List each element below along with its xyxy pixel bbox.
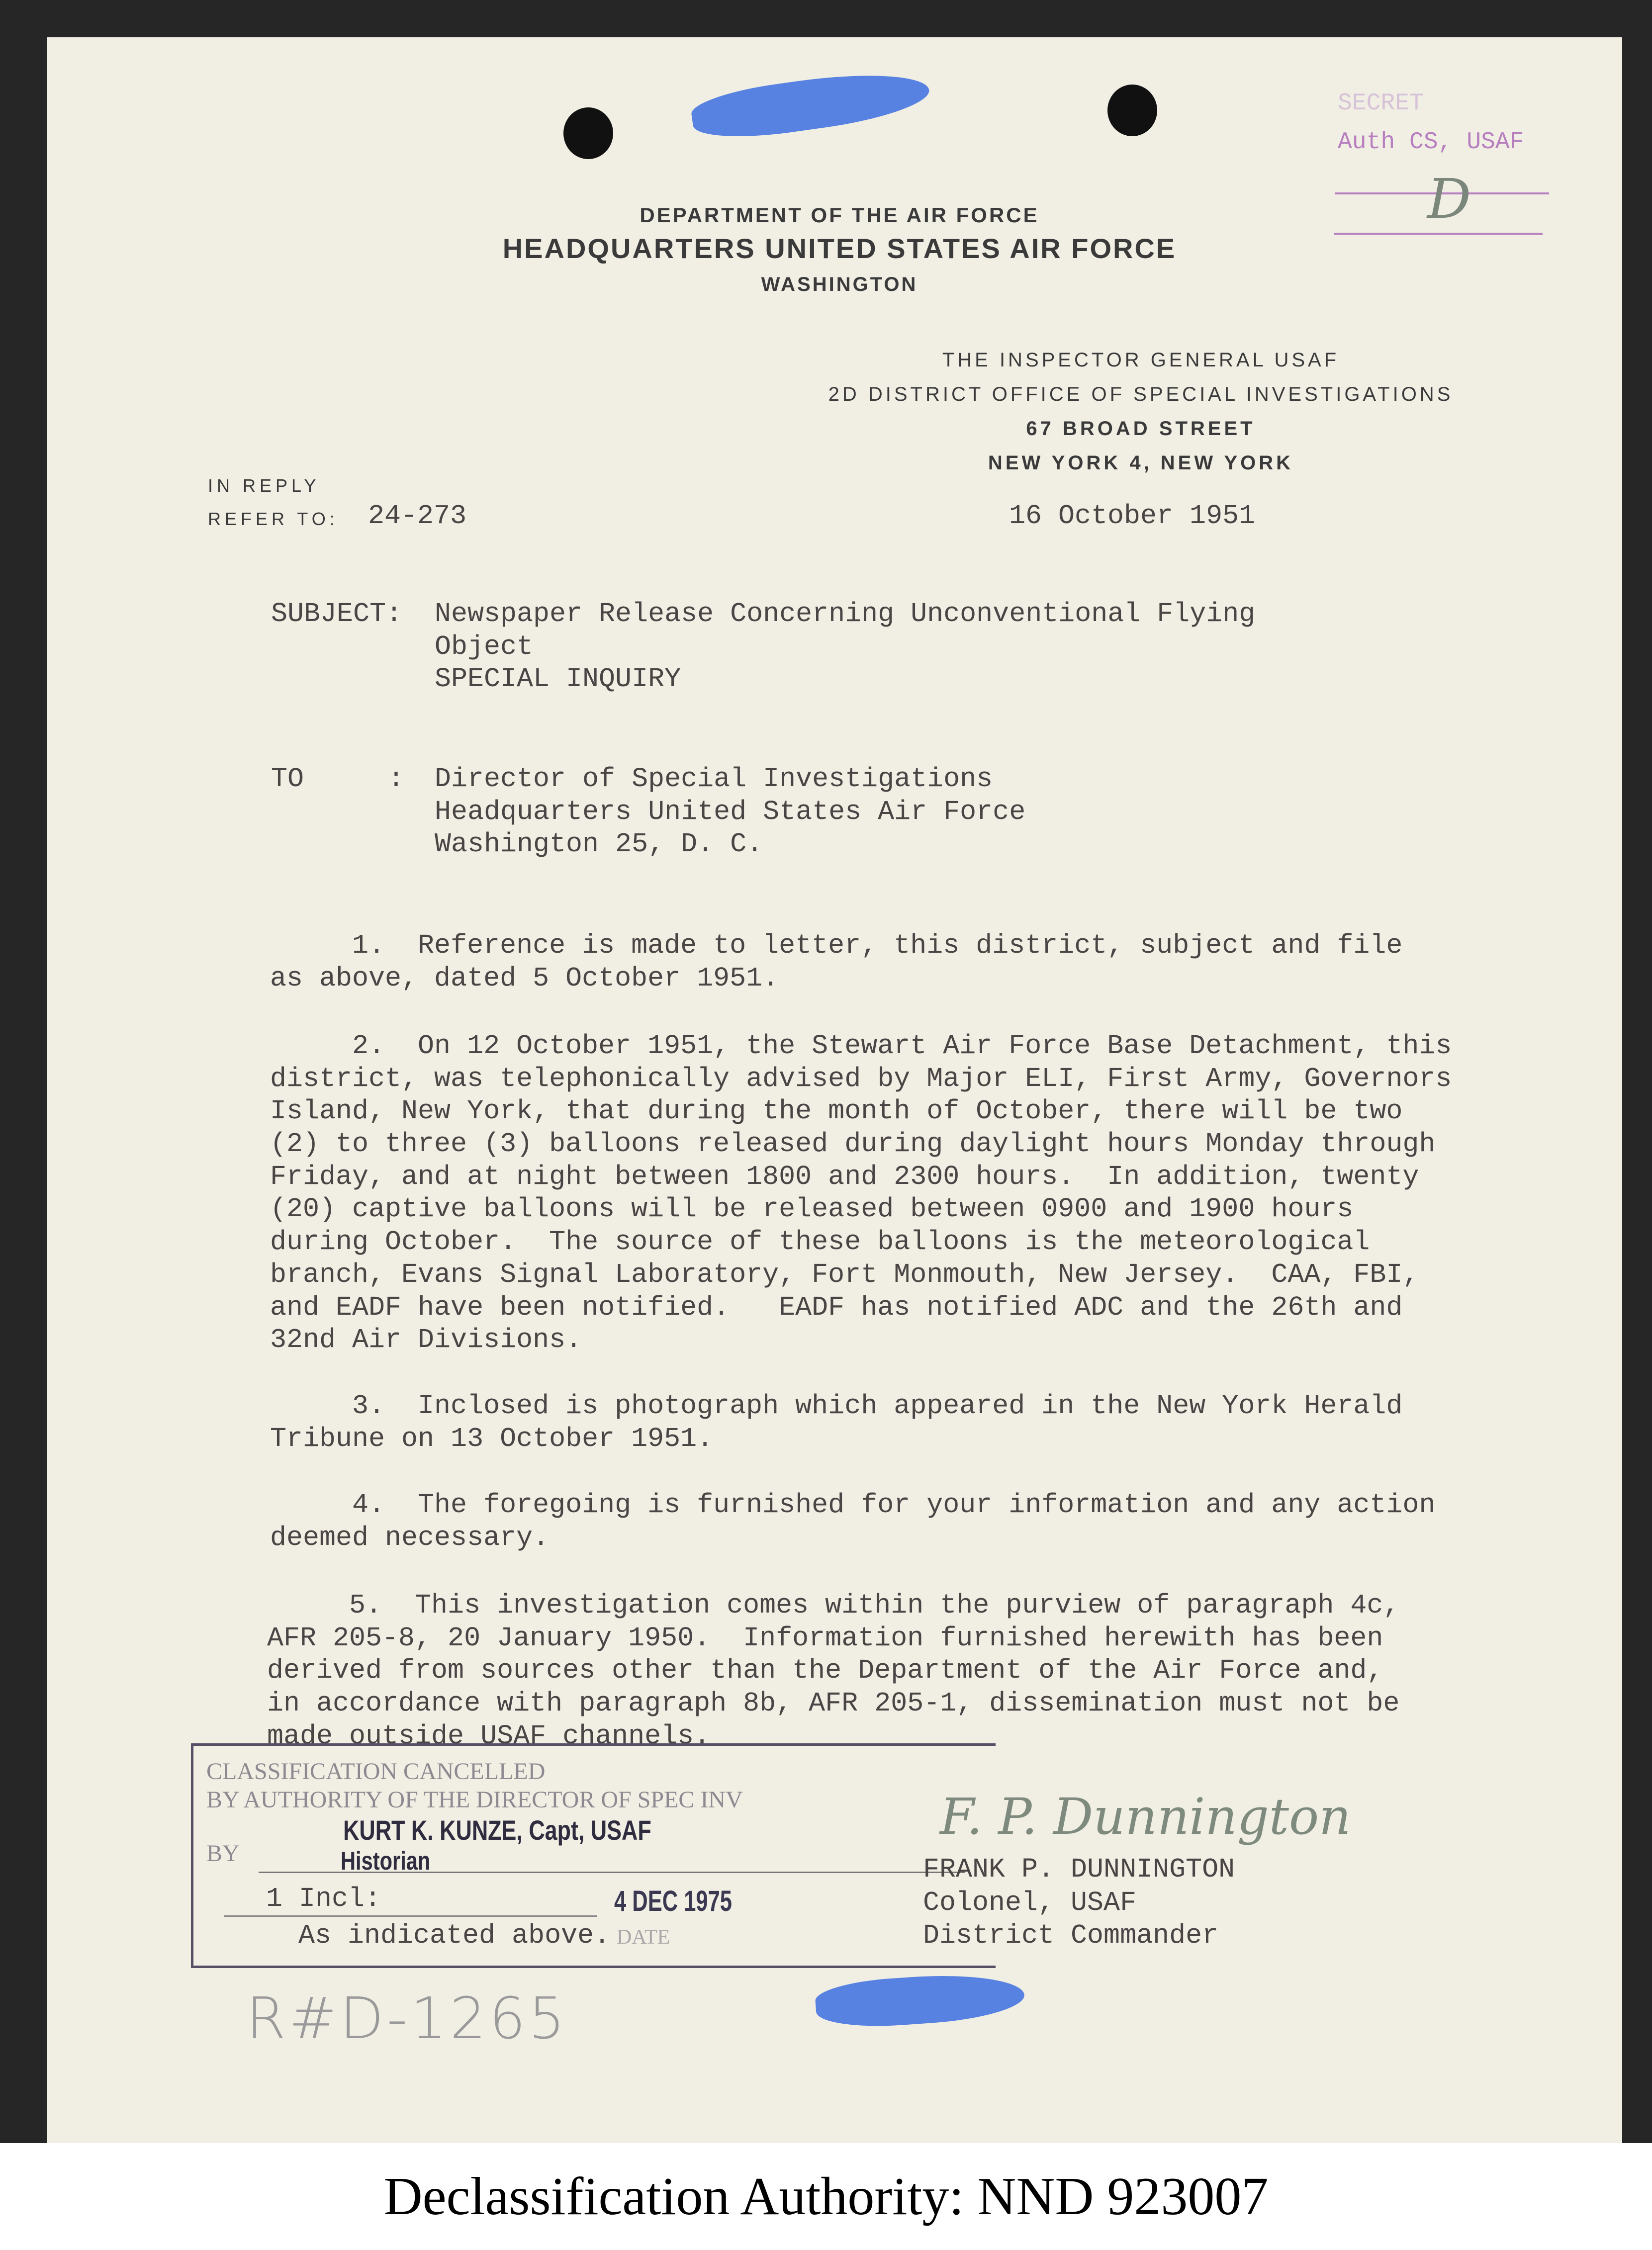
text-line: branch, Evans Signal Laboratory, Fort Monmouth, New Jersey. CAA, FBI, xyxy=(270,1259,1419,1290)
text-line: 4. The foregoing is furnished for your information and any action xyxy=(270,1489,1436,1521)
subject-line: Object xyxy=(435,630,534,662)
text-line: Friday, and at night between 1800 and 2300 hours. In addition, twenty xyxy=(270,1161,1419,1192)
text-line: (2) to three (3) balloons released during daylight hours Monday through xyxy=(270,1128,1436,1160)
paragraph-3 xyxy=(270,1390,1402,1455)
paragraph-1 xyxy=(270,929,1402,994)
handwritten-reference: R#D-1265 xyxy=(246,1985,568,2052)
inclosure-line-1: 1 Incl: xyxy=(266,1883,381,1914)
text-line: made outside USAF channels. xyxy=(267,1720,711,1752)
refer-to-label: REFER TO: xyxy=(208,509,339,529)
paragraph-2 xyxy=(270,1030,1452,1356)
city-heading: WASHINGTON xyxy=(761,273,918,295)
to-colon: : xyxy=(388,763,405,795)
signer-title: District Commander xyxy=(923,1920,1219,1951)
subject-line: Newspaper Release Concerning Unconventional Flying xyxy=(435,598,1256,630)
in-reply-label: IN REPLY xyxy=(208,475,320,496)
declass-line-2: BY AUTHORITY OF THE DIRECTOR OF SPEC INV xyxy=(206,1787,743,1813)
text-line: as above, dated 5 October 1951. xyxy=(270,962,779,994)
subject-label: SUBJECT: xyxy=(271,598,403,630)
signer-name: FRANK P. DUNNINGTON xyxy=(923,1854,1235,1885)
to-label: TO xyxy=(271,763,304,795)
text-line: derived from sources other than the Department of the Air Force and, xyxy=(267,1655,1383,1687)
text-line: AFR 205-8, 20 January 1950. Information furnished herewith has been xyxy=(267,1622,1383,1654)
text-line: 5. This investigation comes within the purview of paragraph 4c, xyxy=(267,1590,1400,1621)
subject-line: SPECIAL INQUIRY xyxy=(435,663,681,695)
text-line: 1. Reference is made to letter, this district, subject and file xyxy=(270,930,1403,961)
addressee-line: Washington 25, D. C. xyxy=(435,828,763,860)
headquarters-heading: HEADQUARTERS UNITED STATES AIR FORCE xyxy=(502,233,1177,264)
handwritten-signature: F. P. Dunnington xyxy=(940,1788,1351,1846)
punch-hole xyxy=(1107,85,1157,136)
office-line: NEW YORK 4, NEW YORK xyxy=(988,452,1294,474)
paragraph-5 xyxy=(267,1589,1399,1752)
addressee xyxy=(435,763,1025,861)
letter-date: 16 October 1951 xyxy=(1009,500,1256,532)
text-line: district, was telephonically advised by Major ELI, First Army, Governors xyxy=(270,1063,1452,1094)
text-line: 3. Inclosed is photograph which appeared in the New York Herald xyxy=(270,1390,1403,1422)
text-line: Tribune on 13 October 1951. xyxy=(270,1423,714,1454)
declass-line-1: CLASSIFICATION CANCELLED xyxy=(206,1758,546,1785)
secret-stamp: SECRET xyxy=(1338,90,1424,117)
stamp-line xyxy=(1334,233,1543,235)
department-heading: DEPARTMENT OF THE AIR FORCE xyxy=(640,203,1039,227)
text-line: 32nd Air Divisions. xyxy=(270,1324,582,1356)
declass-officer-title: Historian xyxy=(341,1847,431,1876)
declass-officer-name: KURT K. KUNZE, Capt, USAF xyxy=(343,1814,651,1846)
text-line: during October. The source of these balloons is the meteorological xyxy=(270,1226,1370,1258)
office-line: 67 BROAD STREET xyxy=(1026,418,1256,440)
text-line: deemed necessary. xyxy=(270,1522,550,1553)
text-line: Island, New York, that during the month of October, there will be two xyxy=(270,1095,1403,1127)
date-line xyxy=(224,1915,597,1917)
text-line: in accordance with paragraph 8b, AFR 205-1, dissemination must not be xyxy=(267,1688,1400,1719)
punch-hole xyxy=(563,107,613,159)
handwritten-initial: D xyxy=(1427,167,1471,231)
text-line: 2. On 12 October 1951, the Stewart Air Force Base Detachment, this xyxy=(270,1030,1452,1062)
addressee-line: Headquarters United States Air Force xyxy=(435,796,1026,827)
auth-stamp: Auth CS, USAF xyxy=(1338,129,1524,156)
declass-date-label: DATE xyxy=(617,1926,670,1949)
signer-rank: Colonel, USAF xyxy=(923,1887,1137,1918)
subject-text xyxy=(435,598,1255,696)
office-line: THE INSPECTOR GENERAL USAF xyxy=(942,349,1340,371)
paragraph-4 xyxy=(270,1489,1435,1554)
declassification-footer: Declassification Authority: NND 923007 xyxy=(383,2166,1269,2226)
declass-by-label: BY xyxy=(206,1840,240,1867)
addressee-line: Director of Special Investigations xyxy=(435,763,993,795)
file-number: 24-273 xyxy=(368,500,467,532)
inclosure-line-2: As indicated above. xyxy=(298,1920,611,1951)
declass-date: 4 DEC 1975 xyxy=(614,1885,732,1917)
text-line: (20) captive balloons will be released between 0900 and 1900 hours xyxy=(270,1193,1354,1225)
text-line: and EADF have been notified. EADF has notified ADC and the 26th and xyxy=(270,1291,1403,1323)
office-line: 2D DISTRICT OFFICE OF SPECIAL INVESTIGATIONS xyxy=(828,383,1454,405)
